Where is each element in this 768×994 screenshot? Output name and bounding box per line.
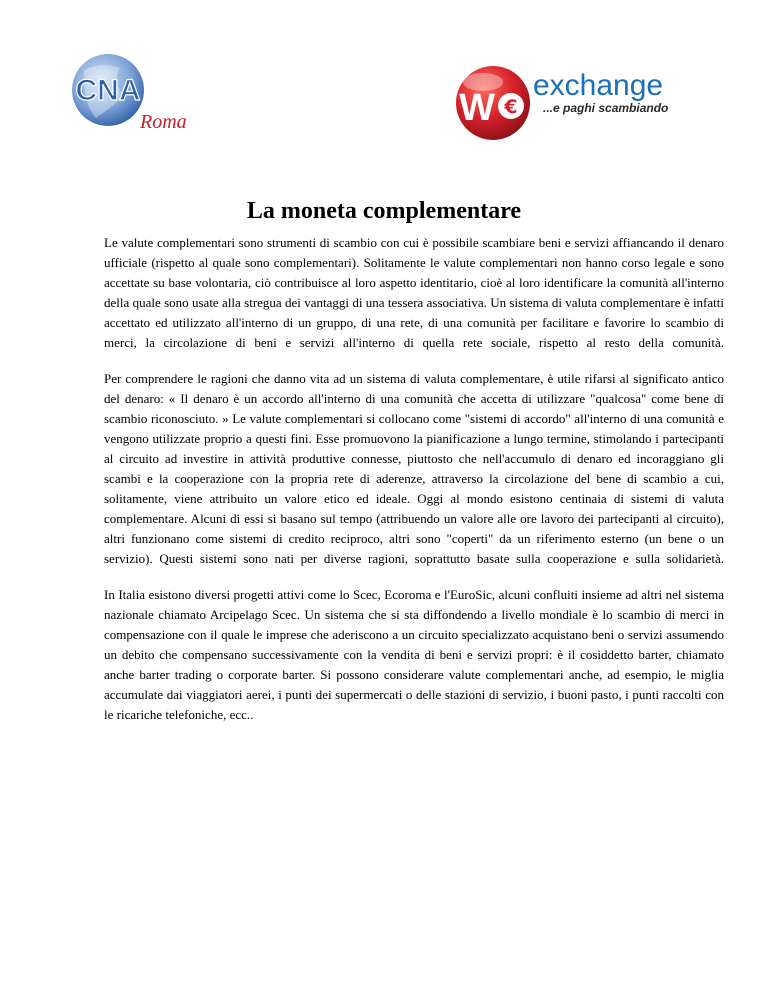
paragraph: Per comprendere le ragioni che danno vita ad un sistema di valuta complementare, è utile rifarsi al significato antico del denaro: « Il denaro è un accordo all'interno di una comunità che accetta di utilizzare "qualcosa" come bene di scambio riconosciuto. » Le valute complementari si collocano come "sistemi di accordo" all'interno di una comunità e vengono utilizzate proprio a questi fini. Esse promuovono la pianificazione a lungo termine, stimolando i partecipanti al circuito ad investire in attività produttive connesse, piuttosto che nell'accumulo di denaro ed incoraggiano gli scambi e la cooperazione con la propria rete di aderenze, attraverso la circolazione del bene di scambio a cui, solitamente, viene attribuito un valore etico ed ideale. Oggi al mondo esistono centinaia di sistemi di valuta complementare. Alcuni di essi si basano sul tempo (attribuendo un valore alle ore lavoro dei partecipanti al circuito), altri funzionano come sistemi di credito reciproco, altri sono "coperti" da un riferimento esterno (un bene o un servizio). Questi sistemi sono nati per diverse ragioni, soprattutto basate sulla cooperazione e sulla solidarietà. — [104, 371, 724, 566]
document-title: La moneta complementare — [246, 198, 522, 224]
we-logo-letter: W — [459, 87, 495, 129]
we-logo-tagline: ...e paghi scambiando — [543, 101, 669, 115]
wexchange-logo — [455, 62, 683, 144]
cna-roma-logo — [62, 52, 202, 134]
cna-logo-subtext: Roma — [140, 111, 187, 133]
paragraph: Le valute complementari sono strumenti di scambio con cui è possibile scambiare beni e servizi affiancando il denaro ufficiale (rispetto al quale sono complementari). Solitamente le valute complementari non hanno corso legale e sono accettate su base volontaria, ciò contribuisce al loro aspetto identitario, cioè al loro identificare la comunità all'interno della quale sono usate alla stregua dei vantaggi di una tessera associativa. Un sistema di valuta complementare è infatti accettato ed utilizzato all'interno di un gruppo, di una rete, di una comunità per facilitare e favorire lo scambio di merci, la circolazione di beni e servizi all'interno di quella rete sociale, rispetto al resto della comunità. — [104, 235, 724, 350]
cna-logo-text: CNA — [75, 74, 141, 107]
svg-text:€: € — [504, 96, 518, 118]
we-logo-word: exchange — [533, 69, 664, 102]
document-body — [104, 233, 724, 741]
paragraph: In Italia esistono diversi progetti attivi come lo Scec, Ecoroma e l'EuroSic, alcuni confluiti insieme ad altri nel sistema nazionale chiamato Arcipelago Scec. Un sistema che si sta diffondendo a livello mondiale è lo scambio di merci in compensazione con il quale le imprese che aderiscono a un circuito specializzato acquistano beni o servizi assumendo un debito che compensano successivamente con la vendita di beni e servizi propri: è il cosiddetto barter, chiamato anche barter trading o corporate barter. Si possono considerare valute complementari anche, ad esempio, le miglia accumulate dai viaggiatori aerei, i punti dei supermercati o delle stazioni di servizio, i buoni pasto, i punti raccolti con le ricariche telefoniche, ecc.. — [104, 587, 724, 722]
